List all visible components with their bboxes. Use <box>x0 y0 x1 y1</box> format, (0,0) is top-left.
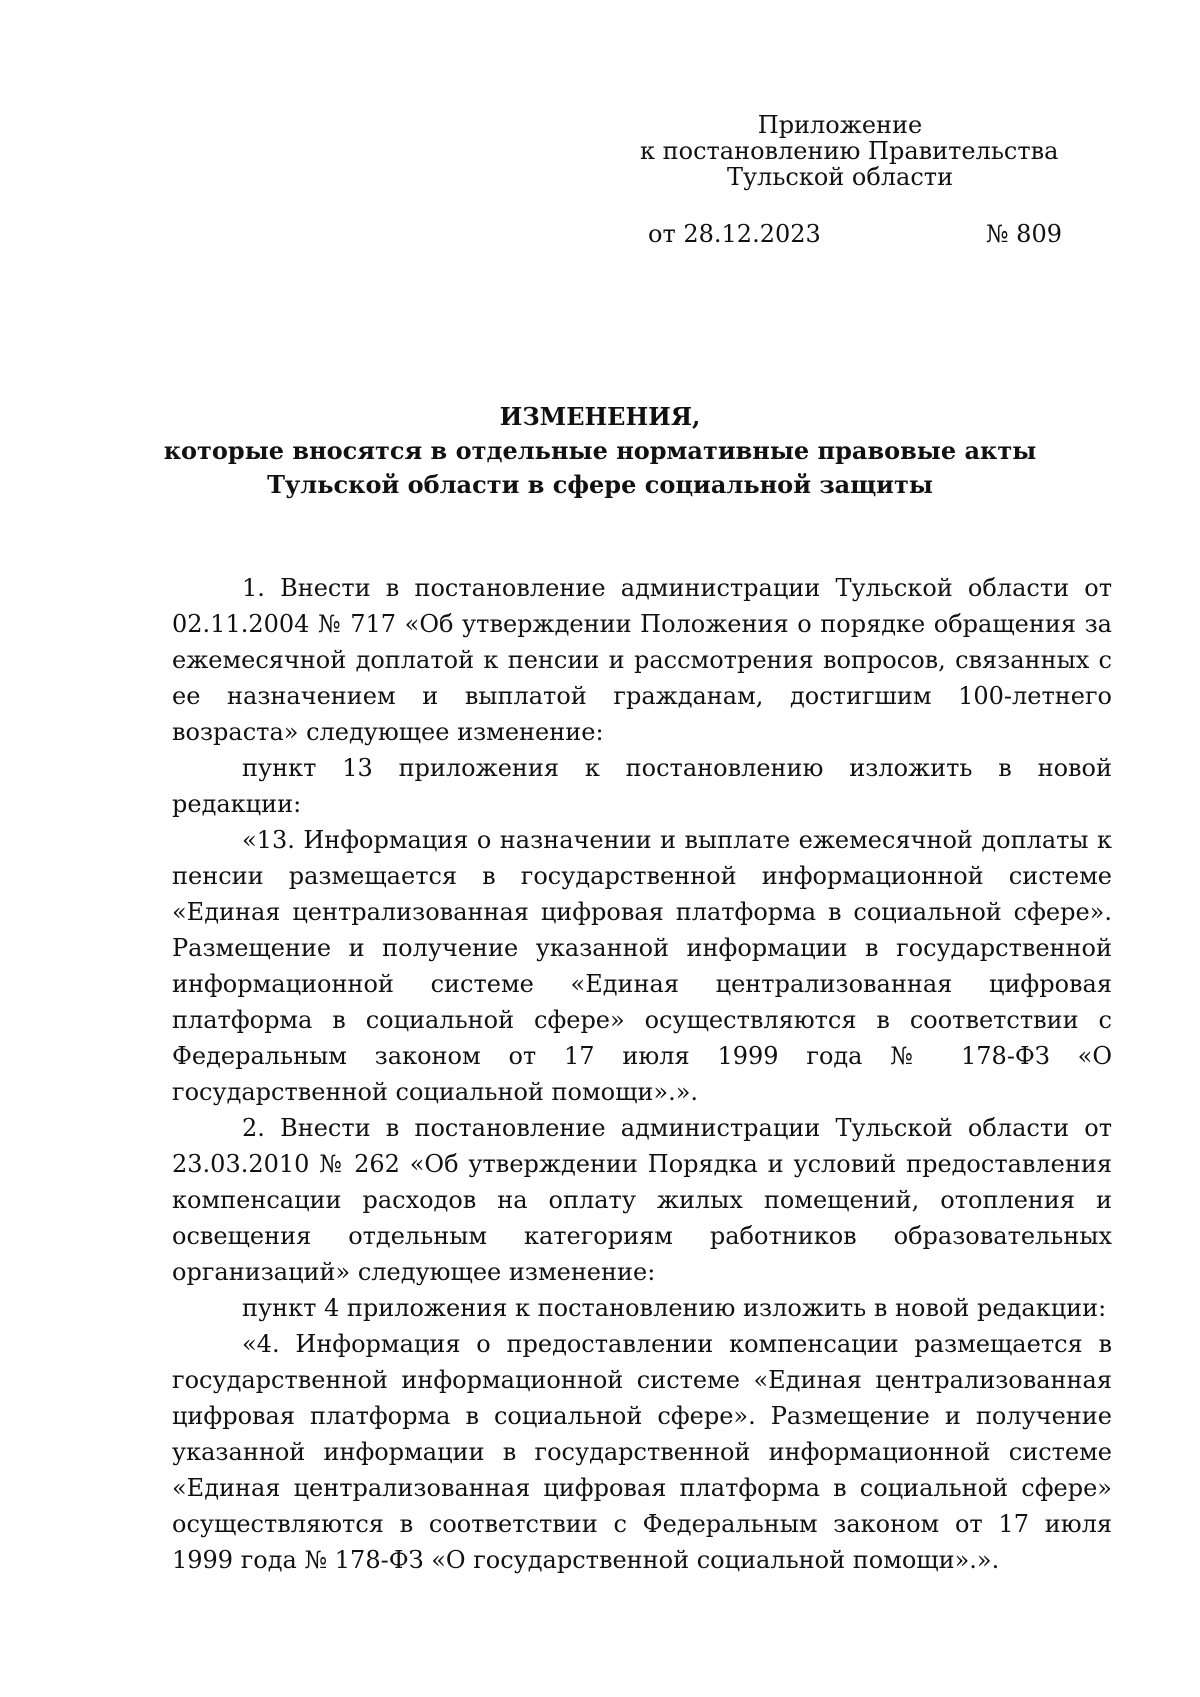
paragraph-4: 2. Внести в постановление администрации Тульской области от 23.03.2010 № 262 «Об утверждении Порядка и условий предоставления компенсации расходов на оплату жилых помещений, отопления и освещения отдельным категориям работников образовательных организаций» следующее изменение: <box>172 1114 1112 1286</box>
document-body <box>172 570 1112 1578</box>
appendix-line-1: Приложение <box>757 111 923 139</box>
paragraph-5: пункт 4 приложения к постановлению изложить в новой редакции: <box>242 1294 1107 1322</box>
document-heading <box>150 400 1050 502</box>
appendix-line-2: к постановлению Правительства <box>640 137 1059 165</box>
paragraph-3: «13. Информация о назначении и выплате ежемесячной доплаты к пенсии размещается в государственной информационной системе «Единая централизованная цифровая платформа в социальной сфере». Размещение и получение указанной информации в государственной информационной системе «Единая централизованная цифровая платформа в социальной сфере» осуществляются в соответствии с Федеральным законом от 17 июля 1999 года № 178-ФЗ «О государственной социальной помощи».». <box>172 826 1112 1106</box>
heading-title: ИЗМЕНЕНИЯ, <box>499 402 701 431</box>
heading-line-3: Тульской области в сфере социальной защиты <box>267 470 933 499</box>
paragraph-6: «4. Информация о предоставлении компенсации размещается в государственной информационной системе «Единая централизованная цифровая платформа в социальной сфере». Размещение и получение указанной информации в государственной информационной системе «Единая централизованная цифровая платформа в социальной сфере» осуществляются в соответствии с Федеральным законом от 17 июля 1999 года № 178-ФЗ «О государственной социальной помощи».». <box>172 1330 1112 1574</box>
paragraph-2: пункт 13 приложения к постановлению изложить в новой редакции: <box>172 754 1112 818</box>
appendix-line-3: Тульской области <box>726 163 954 191</box>
heading-line-2: которые вносятся в отдельные нормативные правовые акты <box>163 436 1037 465</box>
appendix-block <box>640 111 1059 191</box>
paragraph-1: 1. Внести в постановление администрации Тульской области от 02.11.2004 № 717 «Об утверждении Положения о порядке обращения за ежемесячной доплатой к пенсии и рассмотрения вопросов, связанных с ее назначением и выплатой гражданам, достигшим 100-летнего возраста» следующее изменение: <box>172 574 1112 746</box>
document-date: от 28.12.2023 <box>648 220 821 248</box>
document-number: № 809 <box>985 220 1062 248</box>
